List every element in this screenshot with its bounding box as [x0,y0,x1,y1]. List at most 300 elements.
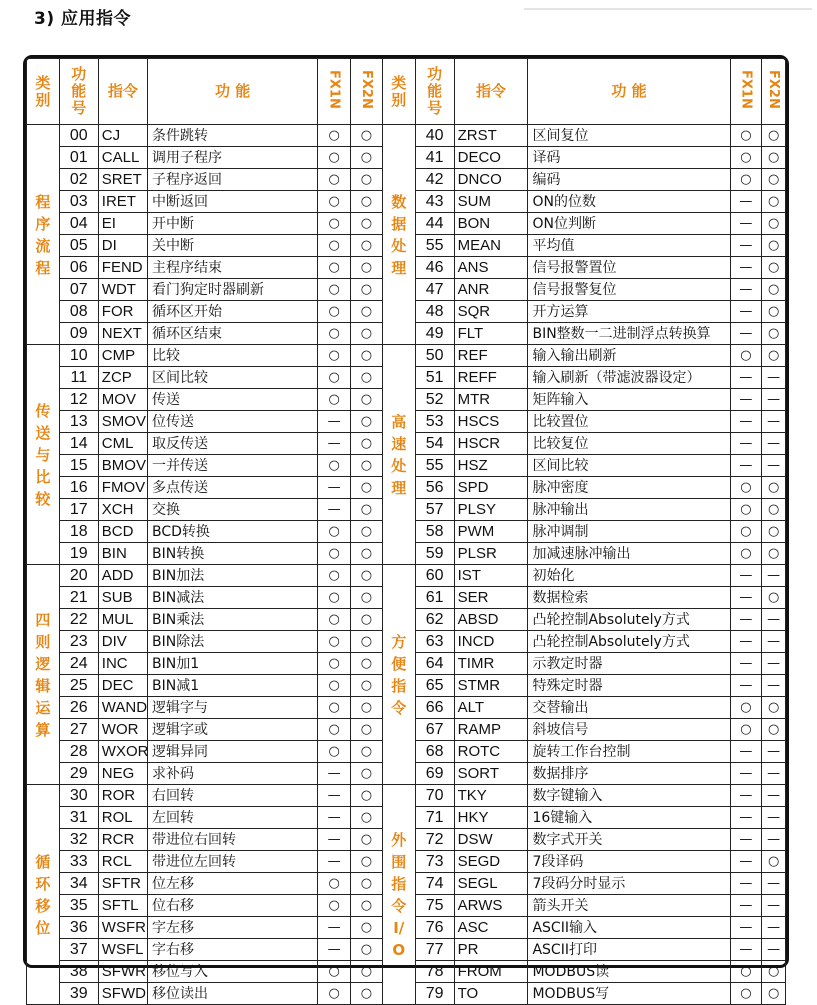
cell-fx2n: ○ [351,543,383,565]
cell-function: 左回转 [148,807,318,829]
cell-fx1n: — [318,477,351,499]
cell-fx1n: ○ [318,389,351,411]
cell-fx2n: ○ [351,741,383,763]
cell-number: 23 [59,631,98,653]
cell-instruction: REFF [454,367,528,389]
cell-fx1n: ○ [318,675,351,697]
cell-fx2n: ○ [762,499,786,521]
cell-function: 中断返回 [148,191,318,213]
cell-function: 脉冲密度 [528,477,730,499]
cell-fx1n: — [730,763,762,785]
cell-fx1n: ○ [730,697,762,719]
cell-fx2n: ○ [351,169,383,191]
cell-function: 区间比较 [148,367,318,389]
cell-fx1n: — [730,411,762,433]
cell-instruction: PLSY [454,499,528,521]
cell-instruction: TKY [454,785,528,807]
cell-number: 10 [59,345,98,367]
cell-instruction: HKY [454,807,528,829]
cell-number: 63 [415,631,454,653]
cell-number: 32 [59,829,98,851]
cell-function: 凸轮控制Absolutely方式 [528,609,730,631]
cell-fx1n: — [730,741,762,763]
cell-number: 72 [415,829,454,851]
cell-instruction: HSCS [454,411,528,433]
cell-function: 移位读出 [148,983,318,1005]
top-rule [524,8,812,10]
cell-instruction: INCD [454,631,528,653]
cell-function: 信号报警复位 [528,279,730,301]
cell-instruction: WSFL [98,939,147,961]
cell-fx1n: ○ [318,323,351,345]
table-body [27,125,786,1005]
cell-fx2n: ○ [351,477,383,499]
cell-fx1n: — [318,411,351,433]
cell-fx1n: — [730,851,762,873]
cell-fx1n: ○ [730,477,762,499]
cell-number: 20 [59,565,98,587]
cell-fx1n: — [730,433,762,455]
cell-function: 求补码 [148,763,318,785]
cell-fx2n: ○ [762,147,786,169]
cell-function: BIN加法 [148,565,318,587]
cell-number: 56 [415,477,454,499]
cell-function: 凸轮控制Absolutely方式 [528,631,730,653]
instruction-table-frame [23,55,789,1002]
cell-instruction: ROL [98,807,147,829]
cell-number: 69 [415,763,454,785]
cell-function: ON位判断 [528,213,730,235]
cell-number: 06 [59,257,98,279]
cell-function: 7段码分时显示 [528,873,730,895]
cell-fx1n: ○ [318,961,351,983]
cell-instruction: SEGL [454,873,528,895]
cell-function: 区间复位 [528,125,730,147]
cell-fx1n: — [730,213,762,235]
cell-fx1n: — [318,785,351,807]
cell-number: 44 [415,213,454,235]
cell-fx2n: ○ [351,675,383,697]
cell-fx1n: ○ [318,235,351,257]
cell-number: 12 [59,389,98,411]
cell-fx2n: ○ [351,719,383,741]
header-category-right: 类别 [382,59,415,125]
cell-fx2n: ○ [351,851,383,873]
cell-function: 编码 [528,169,730,191]
cell-function: 逻辑异同 [148,741,318,763]
cell-function: 一并传送 [148,455,318,477]
cell-fx1n: ○ [318,191,351,213]
cell-fx1n: ○ [318,565,351,587]
cell-instruction: CMP [98,345,147,367]
cell-number: 14 [59,433,98,455]
cell-fx2n: ○ [762,543,786,565]
cell-instruction: WOR [98,719,147,741]
cell-fx2n: ○ [762,719,786,741]
cell-instruction: RCL [98,851,147,873]
cell-function: 逻辑字与 [148,697,318,719]
cell-function: MODBUS读 [528,961,730,983]
cell-fx2n: — [762,785,786,807]
cell-instruction: SORT [454,763,528,785]
cell-number: 35 [59,895,98,917]
cell-fx2n: — [762,389,786,411]
cell-function: 看门狗定时器刷新 [148,279,318,301]
cell-fx2n: ○ [351,895,383,917]
cell-function: MODBUS写 [528,983,730,1005]
cell-fx2n: ○ [351,499,383,521]
cell-instruction: MEAN [454,235,528,257]
cell-number: 40 [415,125,454,147]
cell-fx2n: ○ [762,983,786,1005]
cell-fx1n: — [730,807,762,829]
cell-fx1n: ○ [730,983,762,1005]
cell-number: 30 [59,785,98,807]
cell-instruction: HSCR [454,433,528,455]
cell-number: 17 [59,499,98,521]
cell-number: 65 [415,675,454,697]
cell-instruction: MUL [98,609,147,631]
cell-number: 52 [415,389,454,411]
header-category-left: 类别 [27,59,60,125]
cell-number: 79 [415,983,454,1005]
cell-function: 加减速脉冲输出 [528,543,730,565]
cell-instruction: MOV [98,389,147,411]
cell-fx1n: — [730,191,762,213]
cell-instruction: SFTR [98,873,147,895]
cell-fx2n: — [762,433,786,455]
cell-fx2n: ○ [351,763,383,785]
cell-fx2n: ○ [351,939,383,961]
cell-fx1n: — [730,235,762,257]
cell-fx2n: — [762,411,786,433]
cell-fx1n: — [730,389,762,411]
cell-instruction: BMOV [98,455,147,477]
cell-function: ASCII输入 [528,917,730,939]
cell-number: 57 [415,499,454,521]
cell-instruction: ANS [454,257,528,279]
cell-fx1n: — [730,323,762,345]
cell-number: 13 [59,411,98,433]
cell-fx2n: ○ [762,279,786,301]
cell-number: 43 [415,191,454,213]
cell-function: 16键输入 [528,807,730,829]
cell-function: 特殊定时器 [528,675,730,697]
cell-function: 数据检索 [528,587,730,609]
cell-fx1n: — [730,367,762,389]
cell-fx1n: — [318,763,351,785]
cell-instruction: IST [454,565,528,587]
cell-instruction: SRET [98,169,147,191]
cell-fx2n: ○ [351,125,383,147]
cell-fx1n: ○ [318,169,351,191]
cell-instruction: SFTL [98,895,147,917]
cell-number: 51 [415,367,454,389]
cell-function: 循环区结束 [148,323,318,345]
category-right-2: 方便指令 [382,565,415,785]
cell-fx1n: — [730,279,762,301]
cell-function: 输入输出刷新 [528,345,730,367]
category-right-3: 外围指令I/O [382,785,415,1005]
cell-fx2n: ○ [351,961,383,983]
cell-fx2n: — [762,917,786,939]
cell-function: 交换 [148,499,318,521]
cell-instruction: CML [98,433,147,455]
cell-fx2n: ○ [762,521,786,543]
cell-fx2n: ○ [762,697,786,719]
cell-number: 33 [59,851,98,873]
cell-fx1n: ○ [730,345,762,367]
cell-fx2n: ○ [762,235,786,257]
cell-function: 字左移 [148,917,318,939]
cell-number: 18 [59,521,98,543]
cell-fx2n: ○ [351,433,383,455]
category-right-0: 数据处理 [382,125,415,345]
cell-function: BIN转换 [148,543,318,565]
cell-instruction: MTR [454,389,528,411]
cell-instruction: ABSD [454,609,528,631]
cell-fx1n: ○ [318,653,351,675]
cell-fx2n: ○ [351,213,383,235]
cell-function: 旋转工作台控制 [528,741,730,763]
cell-instruction: RAMP [454,719,528,741]
cell-fx1n: ○ [730,719,762,741]
cell-instruction: ZCP [98,367,147,389]
cell-fx1n: ○ [318,741,351,763]
cell-fx1n: — [730,301,762,323]
cell-number: 42 [415,169,454,191]
cell-instruction: SPD [454,477,528,499]
cell-function: 交替输出 [528,697,730,719]
cell-fx2n: ○ [762,323,786,345]
cell-function: 右回转 [148,785,318,807]
table-row [27,345,786,367]
cell-instruction: DEC [98,675,147,697]
cell-function: 传送 [148,389,318,411]
cell-fx1n: — [318,917,351,939]
cell-fx2n: ○ [351,235,383,257]
cell-function: BCD转换 [148,521,318,543]
category-right-1: 高速处理 [382,345,415,565]
cell-function: 条件跳转 [148,125,318,147]
cell-fx1n: ○ [318,213,351,235]
cell-function: 逻辑字或 [148,719,318,741]
cell-instruction: SFWR [98,961,147,983]
cell-instruction: ROR [98,785,147,807]
cell-fx1n: ○ [318,279,351,301]
cell-fx1n: — [730,829,762,851]
cell-function: 平均值 [528,235,730,257]
cell-number: 08 [59,301,98,323]
cell-function: 数字式开关 [528,829,730,851]
cell-function: 取反传送 [148,433,318,455]
cell-fx1n: ○ [318,631,351,653]
cell-fx1n: ○ [730,961,762,983]
cell-number: 76 [415,917,454,939]
cell-number: 09 [59,323,98,345]
cell-number: 03 [59,191,98,213]
cell-instruction: INC [98,653,147,675]
cell-number: 68 [415,741,454,763]
cell-fx2n: ○ [351,521,383,543]
cell-fx1n: ○ [318,125,351,147]
cell-number: 55 [415,235,454,257]
cell-function: 调用子程序 [148,147,318,169]
table-row [27,125,786,147]
table-row [27,565,786,587]
cell-number: 04 [59,213,98,235]
cell-instruction: ADD [98,565,147,587]
cell-fx2n: ○ [351,565,383,587]
cell-function: 关中断 [148,235,318,257]
cell-fx2n: — [762,367,786,389]
cell-instruction: FROM [454,961,528,983]
cell-fx1n: ○ [318,873,351,895]
cell-number: 47 [415,279,454,301]
cell-fx2n: ○ [762,213,786,235]
cell-fx2n: — [762,763,786,785]
cell-number: 28 [59,741,98,763]
cell-instruction: PLSR [454,543,528,565]
cell-function: 初始化 [528,565,730,587]
cell-function: 移位写入 [148,961,318,983]
cell-function: BIN除法 [148,631,318,653]
cell-instruction: WDT [98,279,147,301]
category-left-2: 四则逻辑运算 [27,565,60,785]
cell-instruction: DIV [98,631,147,653]
cell-function: 位右移 [148,895,318,917]
cell-fx2n: ○ [762,301,786,323]
cell-function: 多点传送 [148,477,318,499]
cell-fx1n: ○ [318,455,351,477]
cell-fx1n: ○ [318,147,351,169]
cell-number: 78 [415,961,454,983]
cell-fx1n: — [318,807,351,829]
cell-instruction: SQR [454,301,528,323]
cell-fx2n: ○ [762,477,786,499]
cell-function: 示教定时器 [528,653,730,675]
cell-fx1n: ○ [730,543,762,565]
cell-fx1n: ○ [318,521,351,543]
cell-instruction: SER [454,587,528,609]
cell-instruction: NEXT [98,323,147,345]
cell-fx2n: ○ [351,631,383,653]
cell-fx2n: ○ [351,917,383,939]
cell-fx2n: — [762,807,786,829]
cell-fx1n: ○ [318,609,351,631]
cell-function: 循环区开始 [148,301,318,323]
cell-instruction: BIN [98,543,147,565]
cell-instruction: ALT [454,697,528,719]
cell-fx1n: ○ [318,895,351,917]
cell-instruction: NEG [98,763,147,785]
cell-number: 50 [415,345,454,367]
cell-instruction: CALL [98,147,147,169]
cell-function: BIN整数一二进制浮点转换算 [528,323,730,345]
cell-number: 36 [59,917,98,939]
cell-fx2n: ○ [351,389,383,411]
cell-number: 61 [415,587,454,609]
cell-fx1n: — [730,587,762,609]
cell-fx2n: ○ [762,125,786,147]
cell-instruction: FMOV [98,477,147,499]
cell-fx1n: ○ [318,587,351,609]
cell-function: 比较复位 [528,433,730,455]
cell-instruction: FEND [98,257,147,279]
cell-number: 64 [415,653,454,675]
cell-number: 53 [415,411,454,433]
cell-fx1n: ○ [318,983,351,1005]
header-number-right: 功能号 [415,59,454,125]
cell-number: 60 [415,565,454,587]
cell-fx2n: ○ [351,609,383,631]
cell-number: 55 [415,455,454,477]
cell-fx2n: ○ [762,257,786,279]
cell-fx2n: — [762,631,786,653]
cell-fx2n: — [762,829,786,851]
cell-number: 22 [59,609,98,631]
cell-fx1n: — [730,257,762,279]
cell-fx2n: ○ [351,873,383,895]
cell-fx1n: ○ [318,257,351,279]
cell-instruction: TIMR [454,653,528,675]
cell-fx1n: ○ [730,147,762,169]
cell-instruction: REF [454,345,528,367]
cell-number: 75 [415,895,454,917]
cell-fx2n: ○ [351,191,383,213]
cell-fx2n: ○ [351,653,383,675]
cell-function: 箭头开关 [528,895,730,917]
cell-number: 15 [59,455,98,477]
cell-fx1n: — [730,631,762,653]
cell-fx2n: — [762,653,786,675]
cell-instruction: ANR [454,279,528,301]
cell-instruction: HSZ [454,455,528,477]
cell-instruction: PWM [454,521,528,543]
cell-function: ON的位数 [528,191,730,213]
cell-fx1n: — [730,939,762,961]
cell-fx2n: ○ [762,961,786,983]
cell-fx2n: ○ [762,169,786,191]
cell-fx1n: — [730,917,762,939]
header-fx2n-right: FX2N [762,59,786,125]
cell-function: 带进位右回转 [148,829,318,851]
cell-instruction: PR [454,939,528,961]
cell-function: 7段译码 [528,851,730,873]
cell-fx1n: — [730,675,762,697]
cell-instruction: DECO [454,147,528,169]
cell-instruction: IRET [98,191,147,213]
cell-instruction: DI [98,235,147,257]
cell-instruction: BCD [98,521,147,543]
cell-fx2n: — [762,455,786,477]
cell-number: 29 [59,763,98,785]
cell-number: 02 [59,169,98,191]
cell-fx1n: ○ [318,719,351,741]
cell-fx1n: ○ [730,521,762,543]
cell-fx2n: — [762,565,786,587]
cell-function: 区间比较 [528,455,730,477]
cell-function: 子程序返回 [148,169,318,191]
cell-fx2n: ○ [351,367,383,389]
cell-fx1n: — [318,499,351,521]
cell-instruction: XCH [98,499,147,521]
header-fx1n-left: FX1N [318,59,351,125]
cell-instruction: DNCO [454,169,528,191]
cell-function: 比较置位 [528,411,730,433]
header-fx2n-left: FX2N [351,59,383,125]
cell-number: 67 [415,719,454,741]
